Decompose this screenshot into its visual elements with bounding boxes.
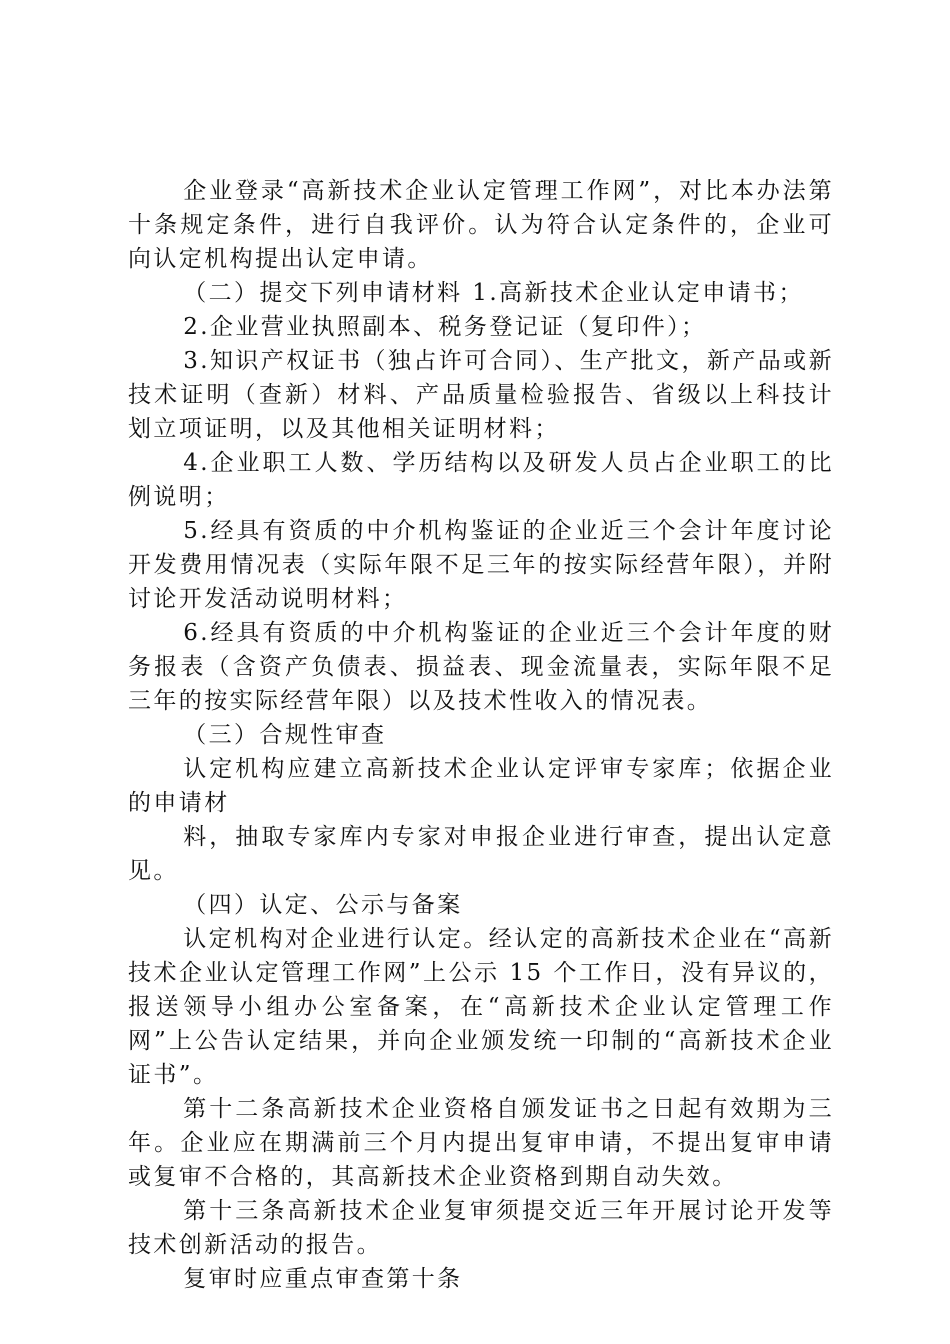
paragraph-item-6: 6.经具有资质的中介机构鉴证的企业近三个会计年度的财务报表（含资产负债表、损益表、现金流量表，实际年限不足三年的按实际经营年限）以及技术性收入的情况表。 xyxy=(128,620,834,714)
paragraph-expert-database: 认定机构应建立高新技术企业认定评审专家库；依据企业的申请材 xyxy=(128,756,834,816)
paragraph-item-2: 2.企业营业执照副本、税务登记证（复印件）； xyxy=(183,314,707,340)
paragraph-article-12: 第十二条高新技术企业资格自颁发证书之日起有效期为三年。企业应在期满前三个月内提出复审申请，不提出复审申请或复审不合格的，其高新技术企业资格到期自动失效。 xyxy=(128,1096,834,1190)
paragraph-item-3: 3.知识产权证书（独占许可合同）、生产批文，新产品或新技术证明（查新）材料、产品质量检验报告、省级以上科技计划立项证明，以及其他相关证明材料； xyxy=(128,348,834,442)
paragraph-expert-review: 料，抽取专家库内专家对申报企业进行审查，提出认定意见。 xyxy=(128,824,834,884)
paragraph-article-13: 第十三条高新技术企业复审须提交近三年开展讨论开发等技术创新活动的报告。 xyxy=(128,1198,834,1258)
paragraph-certification: 认定机构对企业进行认定。经认定的高新技术企业在“高新技术企业认定管理工作网”上公示 15 个工作日，没有异议的，报送领导小组办公室备案，在“高新技术企业认定管理工作网”上公告认定结果，并向企业颁发统一印制的“高新技术企业证书”。 xyxy=(128,926,834,1088)
paragraph-item-4: 4.企业职工人数、学历结构以及研发人员占企业职工的比例说明； xyxy=(128,450,834,510)
heading-compliance-review: （三）合规性审查 xyxy=(183,722,387,748)
paragraph-review-focus: 复审时应重点审查第十条 xyxy=(183,1266,463,1292)
heading-certification: （四）认定、公示与备案 xyxy=(183,892,463,918)
paragraph-item-5: 5.经具有资质的中介机构鉴证的企业近三个会计年度讨论开发费用情况表（实际年限不足三年的按实际经营年限），并附讨论开发活动说明材料； xyxy=(128,518,834,612)
document-body xyxy=(128,174,834,1296)
paragraph-submit-materials: （二）提交下列申请材料 1.高新技术企业认定申请书； xyxy=(183,280,804,306)
paragraph-self-evaluation: 企业登录“高新技术企业认定管理工作网”，对比本办法第十条规定条件，进行自我评价。认为符合认定条件的，企业可向认定机构提出认定申请。 xyxy=(128,178,834,272)
